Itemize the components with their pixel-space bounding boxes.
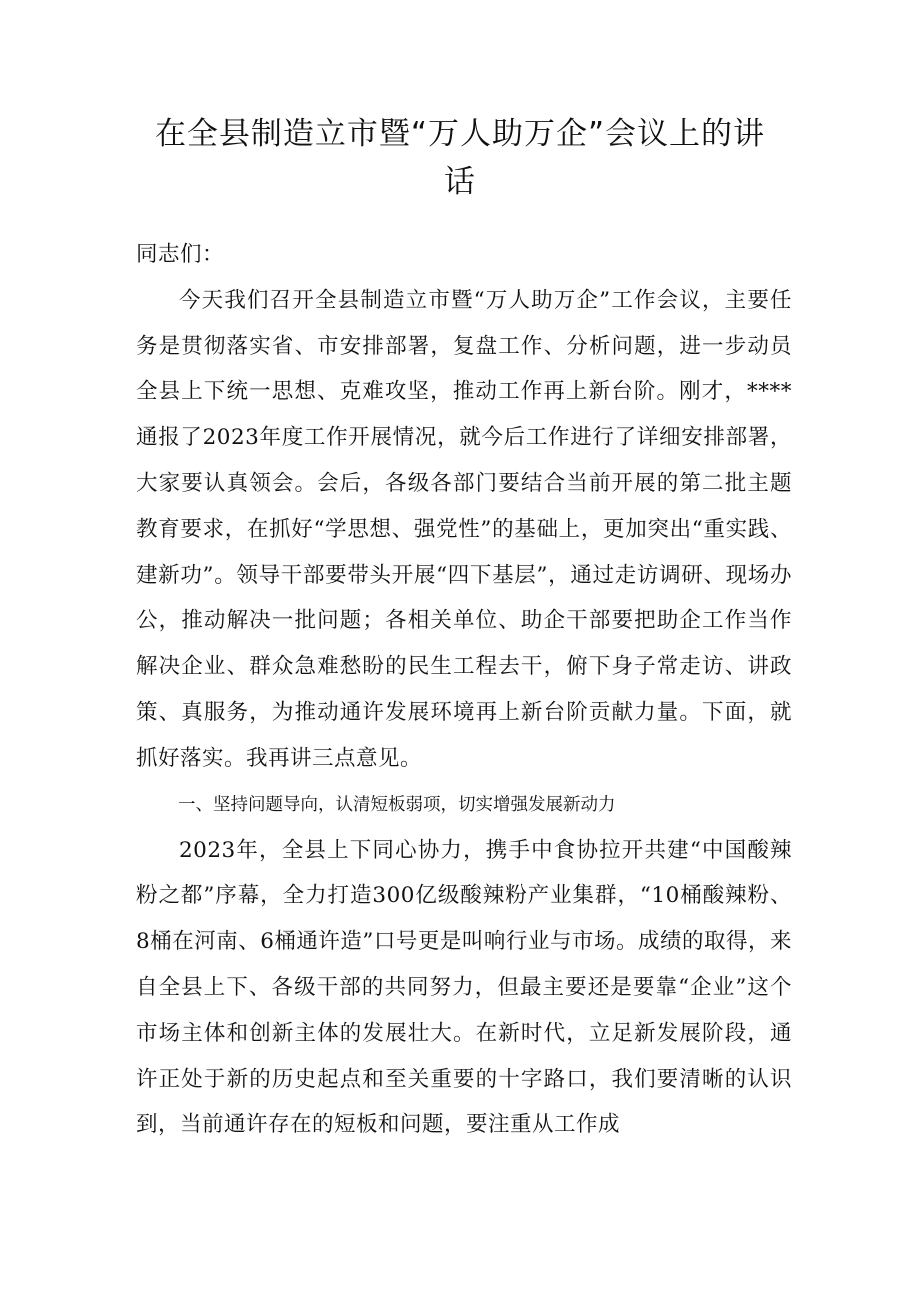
paragraph-1: 今天我们召开全县制造立市暨“万人助万企”工作会议，主要任务是贯彻落实省、市安排部署，复盘工作、分析问题，进一步动员全县上下统一思想、克难攻坚，推动工作再上新台阶。刚才，****通报了2023年度工作开展情况，就今后工作进行了详细安排部署，大家要认真领会。会后，各级各部门要结合当前开展的第二批主题教育要求，在抓好“学思想、强党性”的基础上，更加突出“重实践、建新功”。领导干部要带头开展“四下基层”，通过走访调研、现场办公，推动解决一批问题；各相关单位、助企干部要把助企工作当作解决企业、群众急难愁盼的民生工程去干，俯下身子常走访、讲政策、真服务，为推动通许发展环境再上新台阶贡献力量。下面，就抓好落实。我再讲三点意见。 [136, 287, 792, 771]
document-body [136, 230, 792, 1148]
greeting: 同志们： [136, 242, 225, 267]
paragraph-2: 2023年，全县上下同心协力，携手中食协拉开共建“中国酸辣粉之都”序幕，全力打造300亿级酸辣粉产业集群，“10桶酸辣粉、8桶在河南、6桶通许造”口号更是叫响行业与市场。成绩的取得，来自全县上下、各级干部的共同努力，但最主要还是要靠“企业”这个市场主体和创新主体的发展壮大。在新时代，立足新发展阶段，通许正处于新的历史起点和至关重要的十字路口，我们要清晰的认识到，当前通许存在的短板和问题，要注重从工作成 [136, 837, 792, 1138]
title-line-2: 话 [444, 164, 476, 200]
title-line-1: 在全县制造立市暨“万人助万企”会议上的讲 [154, 116, 766, 152]
section-heading-1: 一、坚持问题导向，认清短板弱项，切实增强发展新动力 [178, 794, 616, 815]
document-title [130, 110, 790, 206]
